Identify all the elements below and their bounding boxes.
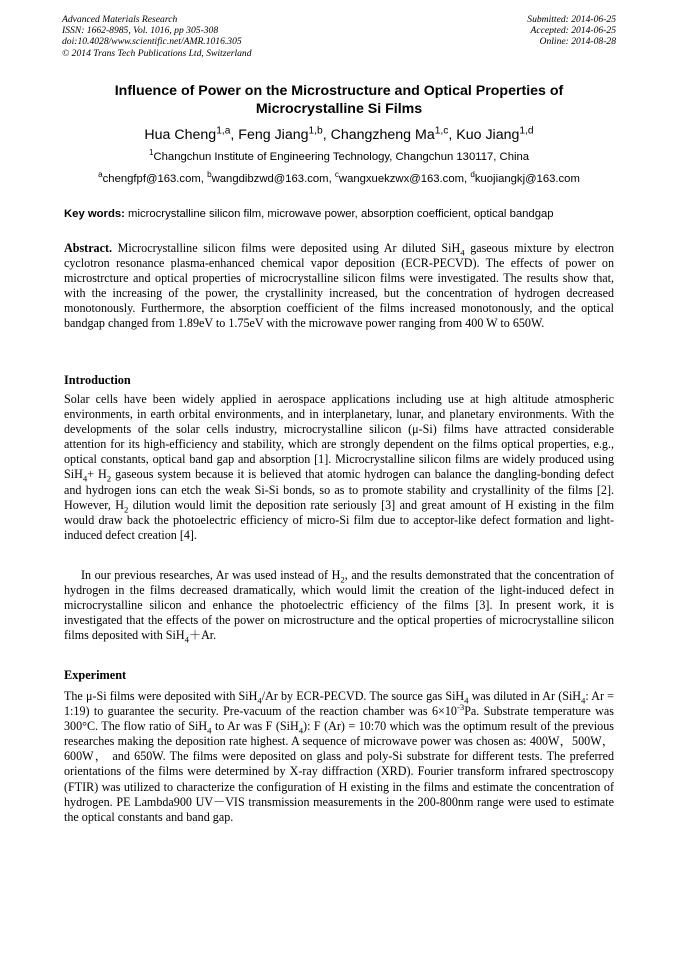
subscript: 4 (184, 634, 189, 645)
subscript: 2 (106, 473, 112, 484)
abstract-text: gaseous mixture by electron cyclotron resonance plasma-enhanced chemical vapor deposition (ECR-PECVD). The effects of power on microstrcture and optical properties of microcrystalline silicon films were investigated. The results show that, with the increasing of the power, the crystallinity increased, but the concentration of hydrogen decreased monotonously. Furthermore, the absorption coefficient of the films increased monotonously, and the optical bandgap changed from 1.89eV to 1.75eV with the microwave power ranging from 400 W to 650W. (64, 241, 614, 331)
online-date: Online: 2014-08-28 (539, 36, 616, 48)
email-mark: b (207, 170, 212, 180)
paragraph-text: + H (87, 467, 107, 482)
introduction-heading: Introduction (64, 373, 131, 387)
introduction-paragraph-2 (64, 568, 614, 643)
paragraph-text: ): F (Ar) = 10:70 which was the optimum result of the previous researches making the deposition rate highest. A sequence of microwave power was chosen as: 400W，500W，600W， and 650W. The films were deposited on glass and poly-Si substrate for different tests. The preferred orientations of the films were determined by X-ray diffraction (XRD). Fourier transform infrared spectroscopy (FTIR) was utilized to characterize the configuration of H existing in the films and estimate the concentration of hydrogen. PE Lambda900 UV－VIS transmission measurements in the 200-800nm range were used to estimate the optical constants and band gap. (64, 719, 614, 824)
keywords (64, 207, 616, 221)
subscript: 4 (298, 725, 304, 736)
journal-copyright: © 2014 Trans Tech Publications Ltd, Switzerland (62, 47, 252, 59)
author-affil-mark: 1,c (434, 125, 449, 137)
journal-header-left (62, 14, 252, 59)
paragraph-text: Solar cells have been widely applied in aerospace applications including use at high altitude atmospheric environments, in earth orbital environments, and in interplanetary, lunar, and planetary environments. With the developments of the solar cells industry, microcrystalline silicon (μ-Si) films have attracted considerable attention for its high-efficiency and stability, which are strongly dependent on the films optical properties, e.g., optical constants, optical band gap and absorption [1]. Microcrystalline silicon films are widely produced using SiH (64, 392, 614, 482)
affiliation-text: Changchun Institute of Engineering Technology, Changchun 130117, China (153, 151, 530, 163)
keywords-text: microcrystalline silicon film, microwave power, absorption coefficient, optical bandgap (128, 208, 554, 220)
author-affil-mark: 1,d (519, 125, 534, 137)
introduction-paragraph-1 (64, 392, 614, 543)
email-mark: a (98, 170, 103, 180)
abstract-label: Abstract. (64, 241, 113, 255)
accepted-date: Accepted: 2014-06-25 (530, 25, 616, 37)
keywords-label: Key words: (64, 208, 125, 220)
submitted-date: Submitted: 2014-06-25 (527, 14, 616, 25)
paragraph-text: : Ar = 1:19) to guarantee the security. Pre-vacuum of the reaction chamber was 6×10 (64, 689, 614, 719)
author-name: Changzheng Ma (330, 127, 435, 143)
abstract-text: Microcrystalline silicon films were deposited using Ar diluted SiH (117, 241, 461, 255)
title-line-2: Microcrystalline Si Films (255, 101, 423, 117)
journal-issn: ISSN: 1662-8985, Vol. 1016, pp 305-308 (62, 25, 219, 37)
title-line-1: Influence of Power on the Microstructure and Optical Properties of (114, 83, 564, 99)
paragraph-text: to Ar was F (SiH (214, 719, 299, 734)
email-address[interactable]: chengfpf@163.com (102, 173, 201, 185)
email-mark: d (470, 170, 475, 180)
journal-header-right (527, 14, 616, 48)
superscript: -3 (456, 702, 465, 713)
paragraph-text: Pa. Substrate temperature was 300°C. The flow ratio of SiH (64, 704, 614, 734)
author-name: Hua Cheng (144, 127, 217, 143)
paper-title (62, 82, 616, 118)
journal-name: Advanced Materials Research (62, 14, 178, 25)
affiliation (62, 150, 616, 164)
subscript: 4 (464, 695, 469, 706)
paragraph-text: In our previous researches, Ar was used instead of H (81, 568, 341, 582)
affiliation-mark: 1 (148, 148, 154, 158)
subscript: 4 (460, 247, 465, 258)
subscript: 2 (340, 574, 345, 585)
author-list: Hua Cheng$^{1,a}$, Feng Jiang$^{1,b}$, Changzheng Ma$^{1,c}$, Kuo Jiang$^{1,d}$ (144, 125, 534, 143)
subscript: 4 (257, 695, 262, 706)
paragraph-text: , and the results demonstrated that the concentration of hydrogen in the films decreased dramatically, which would limit the creation of the light-induced defect in microcrystalline silicon and enhance the photoelectric efficiency of the films [3]. In present work, it is investigated that the effects of the power on microstructure and the optical properties of microcrystalline silicon films deposited with SiH (64, 568, 614, 643)
author-affil-mark: 1,a (216, 125, 231, 137)
paragraph-text: The μ-Si films were deposited with SiH (64, 689, 258, 703)
subscript: 4 (207, 725, 212, 736)
subscript: 4 (581, 695, 586, 706)
author-affil-mark: 1,b (308, 125, 323, 137)
subscript: 2 (123, 504, 129, 515)
paragraph-text: was diluted in Ar (SiH (471, 689, 582, 703)
experiment-heading: Experiment (64, 668, 127, 682)
abstract (64, 241, 614, 332)
experiment-paragraph (64, 689, 614, 825)
email-address[interactable]: wangdibzwd@163.com (211, 173, 329, 185)
paragraph-text: dilution would limit the deposition rate seriously [3] and great amount of H existing in the film would draw back the photoelectric efficiency of micro-Si film due to acceptor-like defect formation and light-induced defect creation [4]. (64, 497, 614, 542)
journal-doi: doi:10.4028/www.scientific.net/AMR.1016.305 (62, 36, 242, 48)
email-address[interactable]: kuojiangkj@163.com (474, 173, 580, 185)
author-name: Kuo Jiang (456, 127, 520, 143)
paragraph-text: /Ar by ECR-PECVD. The source gas SiH (261, 689, 465, 703)
author-emails: $^a$chengfpf@163.com, $^b$wangdibzwd@163.com, $^c$wangxuekzwx@163.com, $^d$kuojiangkj@163.com (98, 170, 580, 185)
email-address[interactable]: wangxuekzwx@163.com (338, 173, 465, 185)
paragraph-text: gaseous system because it is believed that atomic hydrogen can balance the dangling-bonding defect and hydrogen ions can etch the weak Si-Si bonds, so as to promote stability and crystallinity of the films [2]. However, H (64, 467, 615, 512)
paragraph-text: ＋Ar. (188, 628, 217, 643)
email-mark: c (334, 170, 339, 180)
subscript: 4 (82, 473, 88, 484)
author-name: Feng Jiang (238, 127, 309, 143)
